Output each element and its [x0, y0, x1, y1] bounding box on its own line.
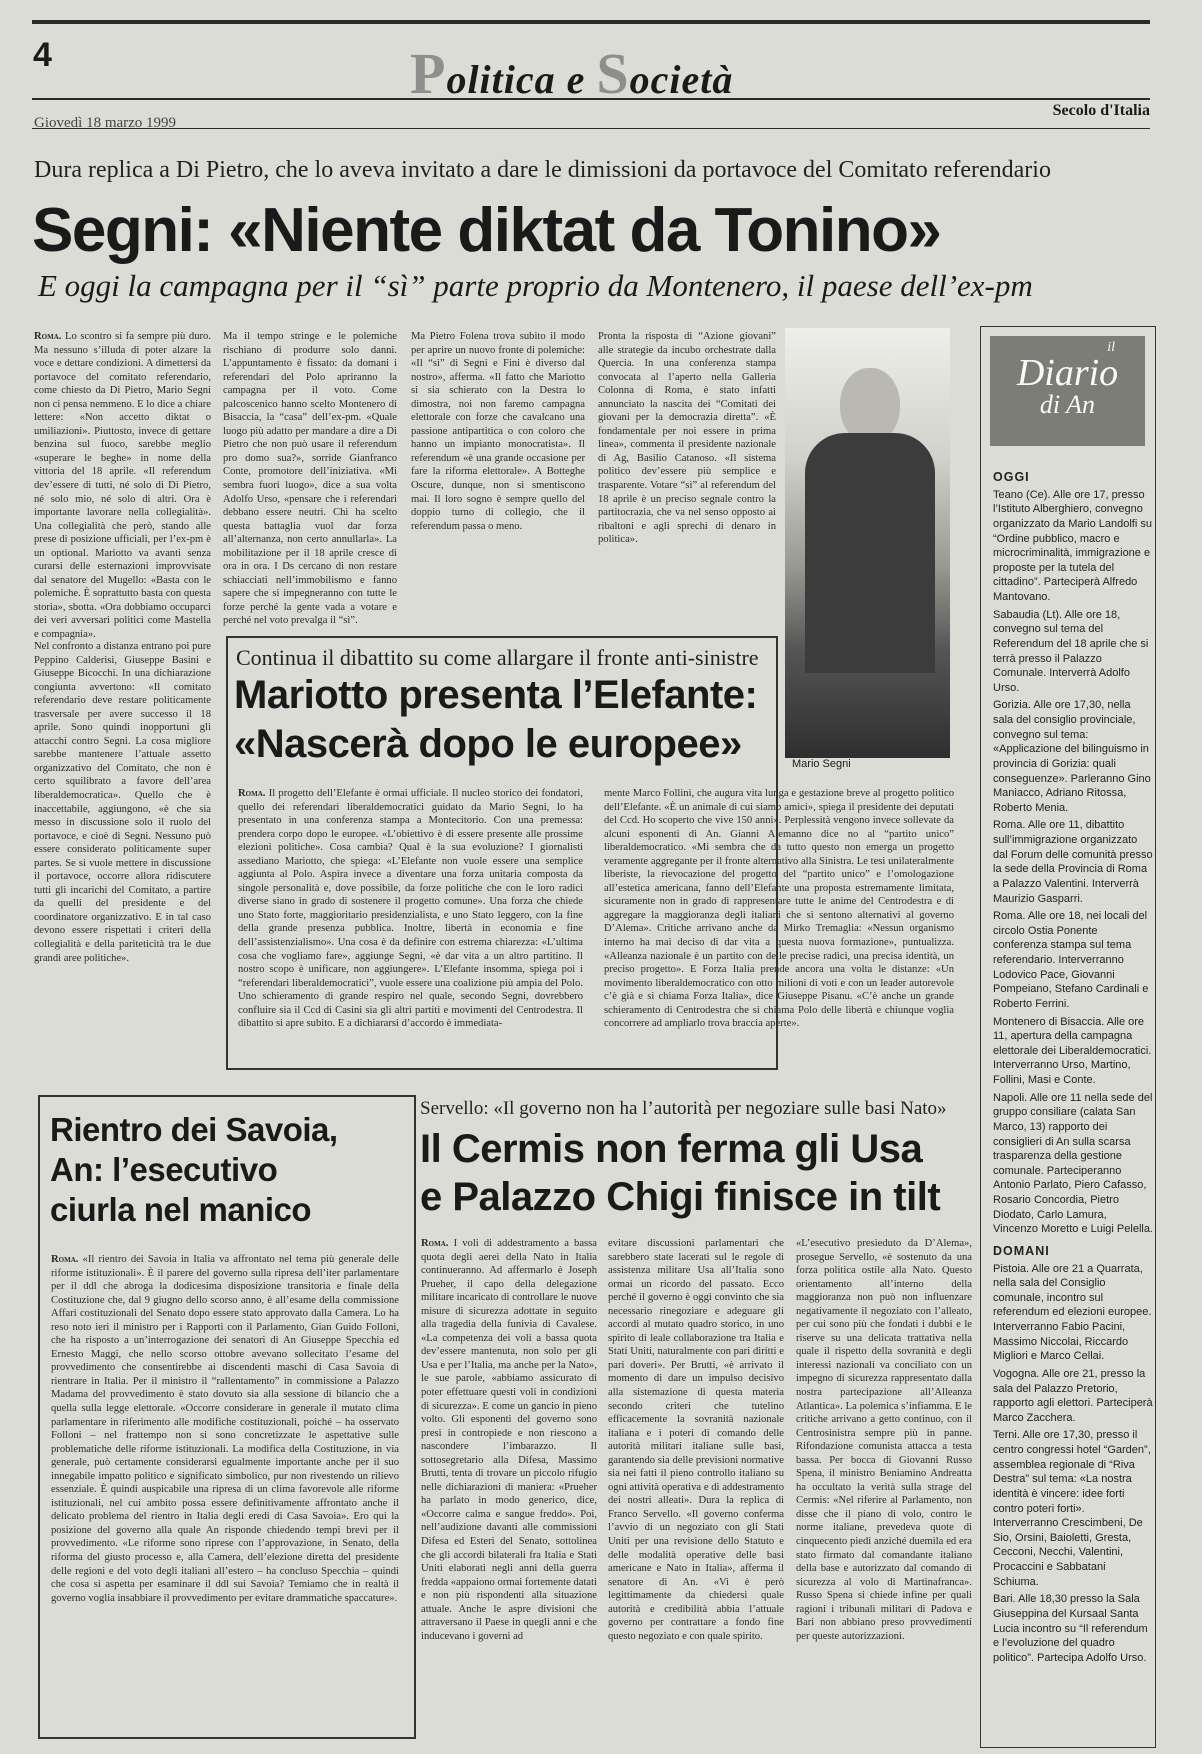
cermis-column-2: evitare discussioni parlamentari che sarebbero state lacerati sul le regole di assistenza militare Usa all’Italia sono ormai un ricordo del passato. Ecco perché il governo è oggi convinto che sia necessario rinegoziare e adeguare gli accordi al mutato quadro storico, in uno spirito di leale collaborazione tra Italia e Stati Uniti, naturalmente con pari diritti e pari doveri». Per Brutti, «è arrivato il momento di dare un impulso decisivo alla sistemazione di questa materia secondo criteri che tutelino efficacemente la sovranità nazionale italiana e i poteri di comando delle autorità militari italiane sulle basi, garantendo sia delle previsioni normative sia nei fatti il pieno controllo italiano su ogni attività operativa e di addestramento dei nostri alleati». Dura la replica di Franco Servello. «Il governo conferma l’avvio di un negoziato con gli Stati Uniti per una revisione dello Statuto e delle modalità operative delle basi americane e Nato in Italia», afferma il senatore di An. «Vi è però legittimamente da chiedersi quale autorità e credibilità abbia l’attuale governo per contrattare a fondo fine questo negoziato e con quale spirito.: [608, 1238, 784, 1642]
lead-column-1b-text: Mariotto va avanti senza curarsi delle esternazioni improvvisate dal senatore del Mugello: «Basta con le polemiche. È soprattutto basta con questa storia», sbotta. «Ora dobbiamo occuparci dei veri avversari politici come Mastella e compagnia».: [34, 547, 211, 641]
event-tomorrow-4: Bari. Alle 18,30 presso la Sala Giuseppina del Kursaal Santa Lucia incontro su “Il referendum e l’evoluzione del quadro politico”. Partecipa Adolfo Urso.: [993, 1593, 1148, 1664]
event-today-7: Napoli. Alle ore 11 nella sede del gruppo consiliare (calata San Marco, 13) rapporto dei consiglieri di An sulla scarsa trasparenza della gestione comunale. Parteciperanno Antonio Parlato, Piero Cafasso, Rosario Concordia, Pietro Diodato, Carlo Lamura, Vincenzo Moretto e Luigi Pelella.: [993, 1091, 1154, 1236]
issue-date: Giovedì 18 marzo 1999: [34, 115, 177, 131]
elefante-dateline: Roma.: [238, 788, 266, 799]
sidebar-heading-tomorrow: DOMANI: [993, 1243, 1050, 1258]
savoia-headline-2: An: l’esecutivo: [50, 1151, 278, 1188]
lead-subheadline: E oggi la campagna per il “sì” parte proprio da Montenero, il paese dell’ex-pm: [38, 268, 1033, 303]
sidebar-title-sub: di An: [1039, 390, 1096, 419]
cermis-kicker: Servello: «Il governo non ha l’autorità per negoziare sulle basi Nato»: [420, 1098, 947, 1119]
lead-headline: Segni: «Niente diktat da Tonino»: [32, 196, 941, 265]
sidebar-events: [993, 463, 1153, 1668]
lead-kicker: Dura replica a Di Pietro, che lo aveva invitato a dare le dimissioni da portavoce del Comitato referendario: [34, 157, 1051, 183]
lead-column-3: Ma il tempo stringe e le polemiche rischiano di produrre solo danni. L’appuntamento è fissato: da domani i referendari del Polo apriranno la campagna per il voto. Come palcoscenico hanno scelto Montenero di Bisaccia, la “casa” dell’ex-pm. «Quale luogo più adatto per mandare a dire a Di Pietro che non può usare il referendum pro domo sua?», sorride Gianfranco Conte, promotore dell’iniziativa. «Mi sembra fuori luogo», dice a sua volta Adolfo Urso, «pensare che i referendari debbano essere neutri. Chi ha scelto questa battaglia vuol dar forza all’alternanza, non certo annullarla». La mobilitazione per il 18 aprile cresce di ora in ora. I Ds cercano di non restare schiacciati nell’immobilismo e fanno sapere che si impegneranno con tutte le forze perché la gente vada a votare e perché nel voto prevalga il “sì”.: [223, 331, 397, 627]
savoia-body-text: «Il rientro dei Savoia in Italia va affrontato nel tema più generale delle riforme istituzionali». È il parere del governo sulla ripresa dell’iter parlamentare per il ddl che abroga la dodicesima disposizione transitoria e finale della Costituzione che, dal 9 giugno dello scorso anno, è all’esame della commissione Affari costituzionali del Senato dopo essere stato approvato dalla Camera. Lo ha reso noto ieri il ministro per i Rapporti con il Parlamento, Gian Guido Folloni, che ha risposto a un’interrogazione dei senatori di An Giuseppe Specchia ed Ernesto Maggi, che nello scorso ottobre avevano sollecitato l’esame del provvedimento che consentirebbe ai discendenti maschi di Casa Savoia di rientrare in Italia. Per il ministro il “rallentamento” in commissione a Palazzo Madama del provvedimento è stato dovuto sia alla sessione di bilancio che a quella sulla legge elettorale. «Occorre considerare in generale il mutato clima parlamentare in riferimento alle modifiche costituzionali, poiché – ha osservato Folloni – nel frattempo non si sono concretizzate le aspettative sulle problematiche delle riforme istituzionali. La modifica della Costituzione, in via generale, può certamente considerarsi egualmente importante anche per il suo innegabile impatto politico e significato simbolico, pur non rivestendo un rilievo essenziale. È quindi auspicabile una ripresa di un clima favorevole alle riforme istituzionali, nel cui ambito possa essere definitivamente affrontato anche il delicato problema del rientro in Italia degli eredi di Casa Savoia». Ero qui la posizione del governo alla quale An risponde chiedendo tempi brevi per il provvedimento. «Le riforme sono riprese con l’approvazione, in Senato, della riforma del giusto processo e, alla Camera, dell’elezione diretta del presidente delle regioni e del voto degli italiani all’estero – ha concluso Specchia – quindi che cosa si aspetta per esaminare il ddl sui Savoia? Temiamo che in realtà il governo voglia insabbiare il provvedimento per evitare drammatiche spaccature».: [51, 1254, 399, 1604]
publication-name: Secolo d'Italia: [1052, 102, 1150, 119]
cermis-headline-1: Il Cermis non ferma gli Usa: [420, 1127, 923, 1171]
sidebar-title-main: Diario: [1016, 352, 1119, 394]
header-rule-lower: [32, 128, 1150, 129]
event-today-4: Roma. Alle ore 11, dibattito sull’immigrazione organizzato dal Forum delle comunità presso la sede della Provincia di Roma a Palazzo Valentini. Interverrà Maurizio Gasparri.: [993, 819, 1153, 905]
lead-column-5: Pronta la risposta di “Azione giovani” alle strategie da incubo orchestrate dalla Quercia. In una conferenza stampa convocata al l’aperto nella Galleria Colonna di Roma, è stato infatti annunciato la nascita dei “Comitati dei giovani per la democrazia diretta”. «È fondamentale per noi essere in prima linea», commenta il presidente nazionale di Ag, Basilio Catanoso. «Il sistema politico dev’essere più semplice e trasparente. Votare “sì” al referendum del 18 aprile è un preciso segnale contro la partitocrazia, che va nel senso opposto ai ribaltoni e agli sprechi di denaro in politica».: [598, 331, 776, 546]
elefante-column-1: [238, 787, 583, 1062]
event-tomorrow-3: Terni. Alle ore 17,30, presso il centro congressi hotel “Garden”, assemblea regionale di “Riva Destra” sul tema: «La nostra identità è vincere: idee forti contro poteri forti». Interverranno Crescimbeni, De Sio, Orsini, Baioletti, Gresta, Cecconi, Necchi, Valentini, Procaccini e Sabbatani Schiuma.: [993, 1429, 1151, 1588]
section-title-part-1: olitica e: [446, 57, 597, 102]
elefante-headline-2: «Nascerà dopo le europee»: [234, 722, 742, 766]
photo-caption: Mario Segni: [792, 758, 851, 770]
cermis-headline: [420, 1125, 940, 1221]
section-title-cap-1: P: [410, 41, 447, 106]
cermis-column-3: «L’esecutivo presieduto da D’Alema», prosegue Servello, «è sostenuto da una forza politica ostile alla Nato. Questo orientamento all’interno della maggioranza non può non influenzare negativamente il negoziato con l’alleato, per cui sono più che fondati i dubbi e le riserve su una delicata trattativa nella quale il rispetto della sovranità e degli interessi nazionali va conciliato con un impegno di sicurezza rappresentato dalla nostra partecipazione all’Alleanza Atlantica». La polemica s’infiamma. E le critiche arrivano a getto continuo, con il Centrosinistra sempre più in panne. Rifondazione comunista attacca a testa bassa. Per bocca di Giovanni Russo Spena, il ministro Beniamino Andreatta ha occultato la verità sulla strage del Cermis: «Nel riferire al Parlamento, non disse che il piano di volo, contro le norme italiane, prevedeva quote di cinquecento piedi anziché duemila ed era stato firmato dal comandante italiano della base e autorizzato dal comando di sicurezza al volo di Martinafranca». Russo Spena si chiede infine per quali ragioni i tribunali militari di Padova e Bari non abbiano preso provvedimenti per queste autorizzazioni.: [796, 1238, 972, 1642]
savoia-headline-3: ciurla nel manico: [50, 1191, 312, 1228]
cermis-column-1-text: I voli di addestramento a bassa quota degli aerei della Nato in Italia continueranno. Ad affermarlo è Joseph Prueher, il capo della delegazione militare incaricato di controllare le nuove misure di sicurezza adottate in seguito alla tragedia della funivia di Cavalese. «La competenza dei voli a bassa quota dev’essere mantenuta, non solo per gli Usa e per l’Italia, ma anche per la Nato», le sue parole, «abbiamo assicurato di poter effettuare questi voli in condizioni di sicurezza». E come un gancio in pieno volto. Gli esponenti del governo sono presi in contropiede e non riescono a nascondere l’imbarazzo. Il sottosegretario alla Difesa, Massimo Brutti, tenta di trovare un piccolo rifugio nelle dichiarazioni di maniera: «Prueher ha parlato in modo generico, dice, «Occorre calma e sangue freddo». Poi, nell’audizione davanti alle commissioni Difesa ed Esteri del Senato, sottolinea che gli accordi bilaterali fra Italia e Stati Uniti elaborati negli anni della guerra fredda «appaiono ormai fortemente datati e non più rispondenti alla situazione attuale. Anche le aspre divisioni che attraversano il Paese in quegli anni e che inducevano i governi ad: [421, 1238, 597, 1642]
sidebar-title: [990, 340, 1145, 420]
savoia-dateline: Roma.: [51, 1254, 79, 1265]
savoia-headline: [50, 1110, 338, 1230]
savoia-headline-1: Rientro dei Savoia,: [50, 1111, 338, 1148]
segni-photo: [785, 328, 950, 758]
page-number: 4: [33, 36, 52, 74]
savoia-body: [51, 1253, 399, 1728]
event-today-3: Gorizia. Alle ore 17,30, nella sala del consiglio provinciale, convegno sul tema: «Applicazione del bilinguismo in provincia di Gorizia: quali conseguenze». Parleranno Gino Maniacco, Adriano Ritossa, Roberto Menia.: [993, 699, 1151, 814]
photo-body: [805, 433, 935, 673]
elefante-column-2: mente Marco Follini, che augura vita lunga e gestazione breve al progetto politico dell’Elefante. «È un animale di cui siamo amici», spiega il presidente dei deputati del Ccd. Ho scoperto che vive 150 anni». Perplessità vengono invece sollevate da alcuni esponenti di An. Gianni Alemanno dice no al “partito unico” liberaldemocratico. «Mi sembra che da tutto questo non emerga un progetto veramente aggregante per il fronte alternativo alla Sinistra. Le tesi unilateralmente liberiste, la rievocazione del progetto del “partito unico” e l’omologazione all’estetica americana, fanno dell’Elefante una proposta estremamente limitata, sicuramente non in grado di rappresentare tutte le anime del Centrodestra e di aggregare la maggioranza degli italiani che si sentono alternativi al governo D’Alema». Critiche arrivano anche da Mirko Tremaglia: «Nessun organismo interno ha mai deciso di dar vita a questa nuova formazione», puntualizza. «Alleanza nazionale è un partito con delle precise radici, una precisa identità, un preciso progetto». E Forza Italia prende ancora una volta le distanze: «Un movimento liberaldemocratico con otto milioni di voti e con un leader autorevole c’è già e si chiama Forza Italia», dice Giuseppe Pisanu. «C’è anche un grande schieramento di Centrodestra che si chiama Polo delle libertà e chiunque voglia concorrere ad ampliarlo trova braccia aperte».: [604, 788, 954, 1030]
cermis-dateline: Roma.: [421, 1238, 449, 1249]
event-today-2: Sabaudia (Lt). Alle ore 18, convegno sul tema del Referendum del 18 aprile che si terrà presso il Palazzo Comunale. Interverrà Adolfo Urso.: [993, 608, 1149, 694]
elefante-headline-1: Mariotto presenta l’Elefante:: [234, 673, 758, 717]
section-title: [410, 40, 733, 107]
lead-column-2: Nel confronto a distanza entrano poi pure Peppino Calderisi, Giuseppe Basini e Giuseppe Bicocchi. In una dichiarazione congiunta avvertono: «Il comitato referendario deve restare politicamente trasversale per avere successo il 18 aprile. Sono quindi inopportuni gli attacchi contro Segni. La cosa migliore sarebbe mantenere l’attuale assetto organizzativo del Comitato, che non è certo squilibrato a favore dell’area liberaldemocratica». Quello che è inaccettabile, aggiungono, «è che sia messo in discussione solo il ruolo del portavoce, e cioè di Segni. Nessuno può essere considerato politicamente super partes. Se si vuole mettere in discussione il portavoce, occorre allora ridiscutere tutti gli incarichi del Comitato, a partire da quelli del presidente e del coordinatore organizzativo. E in tal caso devono essere rispettati i criteri della collegialità e della pariteticità tra le due grandi aree politiche».: [34, 641, 211, 964]
lead-column-1: [34, 330, 211, 641]
event-today-5: Roma. Alle ore 18, nei locali del circolo Ostia Ponente conferenza stampa sul tema referendario. Interverranno Lodovico Pace, Giovanni Pompeiano, Stefano Cardinali e Roberto Ferrini.: [993, 910, 1149, 1010]
lead-column-4: Ma Pietro Folena trova subito il modo per aprire un nuovo fronte di polemiche: «Il “sì” di Segni e Fini è diverso dal nostro», afferma. «Il fatto che Mariotto si sia schierato con la Destra lo dimostra, noi non faremo campagna elettorale con forze che cavalcano una passione antipartitica o con coloro che hanno un impianto monocratista». Il referendum «è una grande occasione per fare la riforma elettorale». A Botteghe Oscure, dunque, non si smentiscono mai. Il loro sogno è sempre quello del doppio turno di collegio, che il referendum passa o meno.: [411, 331, 585, 532]
photo-head: [840, 368, 900, 443]
elefante-kicker: Continua il dibattito su come allargare il fronte anti-sinistre: [236, 645, 759, 670]
sidebar-title-small: il: [1107, 340, 1115, 355]
cermis-headline-2: e Palazzo Chigi finisce in tilt: [420, 1175, 941, 1219]
lead-dateline: Roma.: [34, 331, 62, 342]
event-tomorrow-2: Vogogna. Alle ore 21, presso la sala del Palazzo Pretorio, rapporto agli elettori. Parteciperà Marco Zacchera.: [993, 1367, 1153, 1424]
elefante-column-1-text: Il progetto dell’Elefante è ormai ufficiale. Il nucleo storico dei fondatori, quello dei referendari liberaldemocratici guidato da Mario Segni, lo ha presentato in una conferenza stampa a Montecitorio. Con una premessa: prendera corpo dopo le europee. «L’obiettivo è di essere presente alle prossime elezioni politiche». Cosa cambia? Qual è la sua evoluzione? I giornalisti assediano Mariotto, che spiega: «L’Elefante non vuole essere una semplice aggiunta al Polo. Aspira invece a diventare una forza unitaria composta da singole personalità e, dove possibile, da forze politiche che con le loro radici diverse siano in grado di sostenere il progetto comune». Una forza che chiede uno Stato forte, maggioritario presidenzialista, e uno Stato leggero, con la fine della grande presenza pubblica. Inoltre, libertà in economia e fine dell’assistenzialismo». Una cosa è da definire con estrema chiarezza: «L’ultima cosa che vogliamo fare», aggiunge Segni, «è dar vita a un altro partitino. Il nostro scopo è unificare, non aggiungere». L’Elefante insomma, spiega poi i “referendari liberaldemocratici”, vuole essere una coalizione più ampia del Polo. Uno schieramento di grande respiro nel quale, secondo Segni, dovrebbero confluire sia il Ccd di Casini sia gli altri partiti e movimenti del Centrodestra. Il dibattito si apre subito. E a dichiararsi d’accordo è immediata-: [238, 788, 583, 1030]
sidebar-heading-today: OGGI: [993, 470, 1030, 484]
cermis-column-1: [421, 1237, 597, 1742]
event-tomorrow-1: Pistoia. Alle ore 21 a Quarrata, nella sala del Consiglio comunale, incontro sul referendum ed elezioni europee. Interverranno Fabio Pacini, Massimo Niccolai, Riccardo Migliori e Marco Cellai.: [993, 1262, 1152, 1363]
event-today-1: Teano (Ce). Alle ore 17, presso l’Istituto Alberghiero, convegno organizzato da Mario Landolfi su “Ordine pubblico, macro e microcriminalità, immigrazione e proposte per la tutela del cittadino”. Parteciperà Alfredo Mantovano.: [993, 488, 1152, 603]
section-title-cap-2: S: [596, 41, 630, 106]
section-title-part-2: ocietà: [629, 57, 734, 102]
lead-column-1-text: Lo scontro si fa sempre più duro. Ma nessuno s’illuda di poter alzare la voce e dettare condizioni. A dimettersi da portavoce del comitato referendario, come chiesto da Di Pietro, Mario Segni non ci pensa nemmeno. E lo dice a chiare lettere: «Non accetto diktat o umiliazioni». Piuttosto, invece di gettare benzina sul fuoco, sarebbe meglio «superare le beghe» in nome della vittoria del 18 aprile. «Il referendum dev’essere di tutti, né solo di Di Pietro, né solo mio, né solo di altri. Ora è importante lavorare nella collegialità». Una collegialità che però, stando alle prese di posizione ufficiali, per l’ex-pm è un optional.: [34, 331, 211, 559]
event-today-6: Montenero di Bisaccia. Alle ore 11, apertura della campagna elettorale dei Liberaldemocratici. Interverranno Urso, Martino, Follini, Masi e Conte.: [993, 1015, 1152, 1086]
top-rule: [32, 20, 1150, 24]
